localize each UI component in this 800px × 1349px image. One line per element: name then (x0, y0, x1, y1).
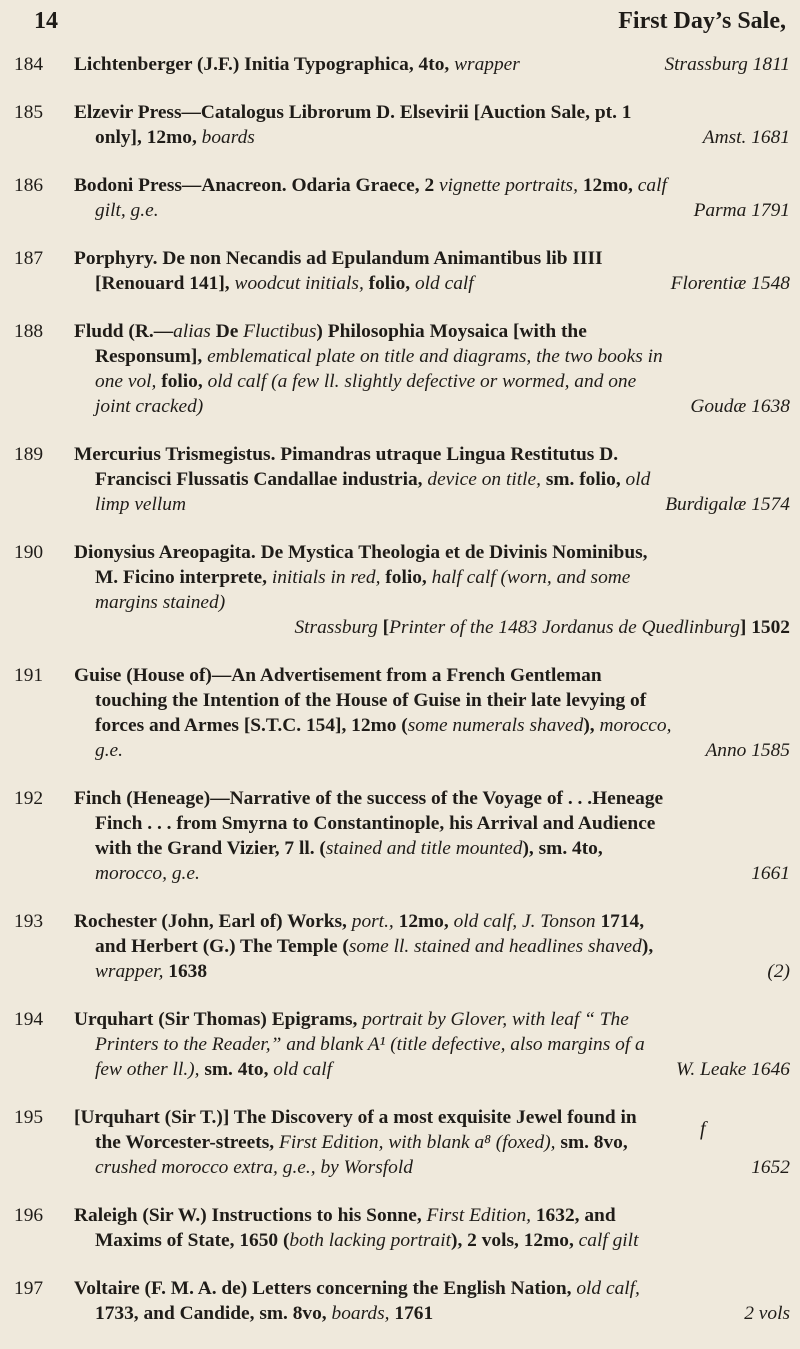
lot-line-text (95, 1057, 332, 1082)
lot-line (74, 442, 790, 467)
lot-imprint: 2 vols (744, 1303, 790, 1324)
italic-text: old calf (273, 1059, 332, 1080)
lot-line (74, 1203, 790, 1228)
lot-line (74, 1155, 790, 1180)
italic-text: some ll. stained and headlines shaved (348, 936, 642, 957)
lot-line-text (95, 567, 630, 588)
roman-text: the Worcester-streets, (95, 1132, 279, 1153)
lot-line (74, 738, 790, 763)
lot-line-text (95, 198, 159, 223)
lot-number: 193 (14, 911, 44, 932)
lot-line-text (294, 615, 790, 640)
lot-number: 197 (14, 1278, 44, 1299)
lot-line (74, 1301, 790, 1326)
lot-line (74, 100, 790, 125)
roman-text: 1714, (595, 911, 645, 932)
lot-line-text (95, 1034, 645, 1055)
lot-line (74, 246, 790, 271)
italic-text: boards (201, 127, 255, 148)
roman-text: De (210, 321, 244, 342)
lot-line-text (74, 1009, 629, 1030)
italic-text: First Edition, (426, 1205, 532, 1226)
lot-number: 195 (14, 1107, 44, 1128)
lot-line-text (74, 542, 648, 563)
roman-text: ), (641, 936, 654, 957)
roman-text: Dionysius Areopagita. De Mystica Theologia et de Divinis Nominibus, (74, 542, 648, 563)
lot-line-text (95, 690, 646, 711)
lot-line (74, 590, 790, 615)
lot-line (74, 1105, 790, 1130)
roman-text: Porphyry. De non Necandis ad Epulandum Animantibus lib IIII (74, 248, 603, 269)
lot-imprint: 1652 (751, 1157, 790, 1178)
italic-text: calf (637, 175, 667, 196)
lot-imprint: W. Leake 1646 (676, 1059, 790, 1080)
signature-mark: f (700, 1118, 706, 1140)
lot-line (74, 1057, 790, 1082)
lot-line-text (95, 492, 186, 517)
lot-imprint: (2) (767, 961, 790, 982)
italic-text: old calf, J. Tonson (453, 911, 596, 932)
lot-line-text (95, 738, 123, 763)
roman-text: ), (583, 715, 600, 736)
roman-text: 1761 (389, 1303, 434, 1324)
lot-line (74, 1032, 790, 1057)
lot-line-text (95, 346, 663, 367)
italic-text: port., (351, 911, 394, 932)
italic-text: morocco, (599, 715, 672, 736)
lot-entry (14, 1007, 790, 1082)
lot-line (74, 125, 790, 150)
roman-text: sm. folio, (540, 469, 626, 490)
roman-text: 1632, and (531, 1205, 616, 1226)
roman-text: Bodoni Press—Anacreon. Odaria Graece, 2 (74, 175, 439, 196)
lot-line (74, 786, 790, 811)
roman-text: Finch (Heneage)—Narrative of the success of the Voyage of . . .Heneage (74, 788, 664, 809)
lot-line-text (95, 125, 255, 150)
italic-text: First Edition, with blank a⁸ (foxed), (278, 1132, 556, 1153)
lot-line-text (95, 1301, 433, 1326)
roman-text: with the Grand Vizier, 7 ll. ( (95, 838, 326, 859)
lot-line-text (95, 936, 653, 957)
roman-text: ) Philosophia Moysaica [with the (316, 321, 587, 342)
lot-list (14, 52, 790, 1349)
lot-line-text (74, 1278, 640, 1299)
italic-text: one vol, (95, 371, 157, 392)
lot-entry (14, 442, 790, 517)
lot-line-text (74, 788, 663, 809)
italic-text: Printers to the Reader,” and blank A¹ (title defective, also margins of a (95, 1034, 645, 1055)
italic-text: joint cracked) (95, 396, 204, 417)
roman-text: Guise (House of)—An Advertisement from a French Gentleman (74, 665, 602, 686)
roman-text: ), 2 vols, 12mo, (451, 1230, 579, 1251)
lot-imprint: Goudæ 1638 (690, 396, 790, 417)
italic-text: old calf (a few ll. slightly defective or wormed, and one (207, 371, 637, 392)
lot-line (74, 688, 790, 713)
italic-text: Strassburg (294, 617, 378, 638)
lot-imprint: Strassburg 1811 (664, 54, 790, 75)
roman-text: Lichtenberger (J.F.) Initia Typographica, 4to, (74, 54, 455, 75)
roman-text: 1733, and Candide, sm. 8vo, (95, 1303, 332, 1324)
roman-text: sm. 8vo, (555, 1132, 628, 1153)
italic-text: stained and title mounted (325, 838, 523, 859)
lot-entry (14, 786, 790, 886)
lot-number: 191 (14, 665, 44, 686)
lot-entry (14, 52, 790, 77)
italic-text: old calf (414, 273, 474, 294)
italic-text: boards, (331, 1303, 390, 1324)
lot-line (74, 713, 790, 738)
lot-line-text (74, 248, 603, 269)
italic-text: crushed morocco extra, g.e., by Worsfold (95, 1157, 413, 1178)
roman-text: Urquhart (Sir Thomas) Epigrams, (74, 1009, 363, 1030)
lot-imprint: Amst. 1681 (702, 127, 790, 148)
lot-line-text (95, 861, 200, 886)
italic-text: some numerals shaved (407, 715, 584, 736)
lot-line (74, 934, 790, 959)
italic-text: device on title, (427, 469, 541, 490)
lot-number: 192 (14, 788, 44, 809)
roman-text: Francisci Flussatis Candallae industria, (95, 469, 428, 490)
roman-text: Voltaire (F. M. A. de) Letters concerning the English Nation, (74, 1278, 577, 1299)
lot-line (74, 615, 790, 640)
lot-line (74, 540, 790, 565)
lot-line (74, 467, 790, 492)
italic-text: both lacking portrait (289, 1230, 452, 1251)
page-header (34, 8, 786, 44)
italic-text: gilt, g.e. (95, 200, 159, 221)
italic-text: margins stained) (95, 592, 226, 613)
lot-line-text (95, 1132, 628, 1153)
italic-text: initials in red, (271, 567, 381, 588)
roman-text: folio, (156, 371, 208, 392)
italic-text: alias (173, 321, 211, 342)
italic-text: old calf, (576, 1278, 640, 1299)
lot-line-text (95, 715, 671, 736)
lot-line-text (74, 321, 587, 342)
lot-entry (14, 909, 790, 984)
italic-text: wrapper (454, 54, 520, 75)
italic-text: wrapper, (95, 961, 164, 982)
italic-text: g.e. (95, 740, 123, 761)
page-number: 14 (34, 8, 58, 34)
lot-line (74, 1276, 790, 1301)
lot-line-text (74, 444, 618, 465)
lot-line (74, 861, 790, 886)
lot-line (74, 565, 790, 590)
lot-number: 190 (14, 542, 44, 563)
roman-text: ] 1502 (739, 617, 790, 638)
lot-imprint: Florentiæ 1548 (670, 273, 790, 294)
lot-imprint: Parma 1791 (693, 200, 790, 221)
lot-line (74, 811, 790, 836)
italic-text: few other ll.), (95, 1059, 200, 1080)
roman-text: [ (377, 617, 390, 638)
lot-line (74, 959, 790, 984)
lot-entry (14, 540, 790, 640)
lot-line-text (74, 102, 631, 123)
lot-number: 186 (14, 175, 44, 196)
roman-text: folio, (380, 567, 432, 588)
roman-text: Rochester (John, Earl of) Works, (74, 911, 352, 932)
lot-number: 187 (14, 248, 44, 269)
lot-number: 188 (14, 321, 44, 342)
lot-line-text (95, 371, 636, 392)
lot-number: 184 (14, 54, 44, 75)
page-heading: First Day’s Sale, (618, 8, 786, 34)
lot-line (74, 492, 790, 517)
roman-text: Finch . . . from Smyrna to Constantinople, his Arrival and Audience (95, 813, 656, 834)
lot-imprint: 1661 (751, 863, 790, 884)
roman-text: [Renouard 141], (95, 273, 235, 294)
italic-text: half calf (worn, and some (431, 567, 631, 588)
lot-entry (14, 319, 790, 419)
lot-line-text (95, 1155, 413, 1180)
lot-line (74, 394, 790, 419)
roman-text: and Herbert (G.) The Temple ( (95, 936, 349, 957)
roman-text: 12mo, (393, 911, 454, 932)
lot-number: 194 (14, 1009, 44, 1030)
lot-line (74, 344, 790, 369)
lot-line-text (95, 959, 207, 984)
roman-text: 1638 (163, 961, 208, 982)
lot-line-text (95, 271, 474, 296)
roman-text: Fludd (R.— (74, 321, 174, 342)
lot-entry (14, 1276, 790, 1326)
lot-line (74, 836, 790, 861)
roman-text: 12mo, (577, 175, 638, 196)
lot-line-text (74, 1107, 637, 1128)
lot-line-text (74, 911, 644, 932)
lot-line-text (95, 813, 655, 834)
lot-entry (14, 1105, 790, 1180)
lot-line-text (74, 52, 520, 77)
lot-line-text (95, 592, 225, 613)
lot-line-text (95, 469, 650, 490)
roman-text: Maxims of State, 1650 ( (95, 1230, 290, 1251)
lot-number: 196 (14, 1205, 44, 1226)
italic-text: vignette portraits, (439, 175, 578, 196)
lot-entry (14, 663, 790, 763)
roman-text: sm. 4to, (199, 1059, 274, 1080)
lot-line (74, 1130, 790, 1155)
roman-text: Raleigh (Sir W.) Instructions to his Sonne, (74, 1205, 427, 1226)
lot-line-text (95, 1230, 638, 1251)
roman-text: Responsum], (95, 346, 208, 367)
lot-line (74, 319, 790, 344)
roman-text: [Urquhart (Sir T.)] The Discovery of a most exquisite Jewel found in (74, 1107, 637, 1128)
lot-line-text (95, 394, 203, 419)
lot-line (74, 663, 790, 688)
lot-line (74, 909, 790, 934)
lot-line (74, 198, 790, 223)
lot-line (74, 1228, 790, 1253)
roman-text: ), sm. 4to, (522, 838, 603, 859)
lot-imprint: Burdigalæ 1574 (665, 494, 790, 515)
lot-line-text (74, 175, 667, 196)
italic-text: morocco, g.e. (95, 863, 200, 884)
roman-text: touching the Intention of the House of Guise in their late levying of (95, 690, 647, 711)
italic-text: calf gilt (578, 1230, 639, 1251)
roman-text: folio, (363, 273, 415, 294)
roman-text: Elzevir Press—Catalogus Librorum D. Elsevirii [Auction Sale, pt. 1 (74, 102, 632, 123)
italic-text: emblematical plate on title and diagrams, the two books in (207, 346, 663, 367)
lot-entry (14, 246, 790, 296)
roman-text: Mercurius Trismegistus. Pimandras utraque Lingua Restitutus D. (74, 444, 619, 465)
lot-line (74, 52, 790, 77)
lot-line-text (95, 838, 603, 859)
lot-line (74, 173, 790, 198)
lot-number: 185 (14, 102, 44, 123)
lot-entry (14, 173, 790, 223)
italic-text: Printer of the 1483 Jordanus de Quedlinburg (389, 617, 740, 638)
lot-line (74, 369, 790, 394)
lot-entry (14, 100, 790, 150)
lot-line-text (74, 665, 602, 686)
roman-text: only], 12mo, (95, 127, 202, 148)
italic-text: woodcut initials, (234, 273, 364, 294)
lot-entry (14, 1203, 790, 1253)
lot-number: 189 (14, 444, 44, 465)
italic-text: Fluctibus (243, 321, 317, 342)
italic-text: old (625, 469, 651, 490)
roman-text: forces and Armes [S.T.C. 154], 12mo ( (95, 715, 408, 736)
italic-text: portrait by Glover, with leaf “ The (362, 1009, 629, 1030)
italic-text: limp vellum (95, 494, 187, 515)
lot-line-text (74, 1205, 616, 1226)
lot-line (74, 271, 790, 296)
roman-text: M. Ficino interprete, (95, 567, 272, 588)
lot-imprint: Anno 1585 (705, 740, 790, 761)
lot-line (74, 1007, 790, 1032)
